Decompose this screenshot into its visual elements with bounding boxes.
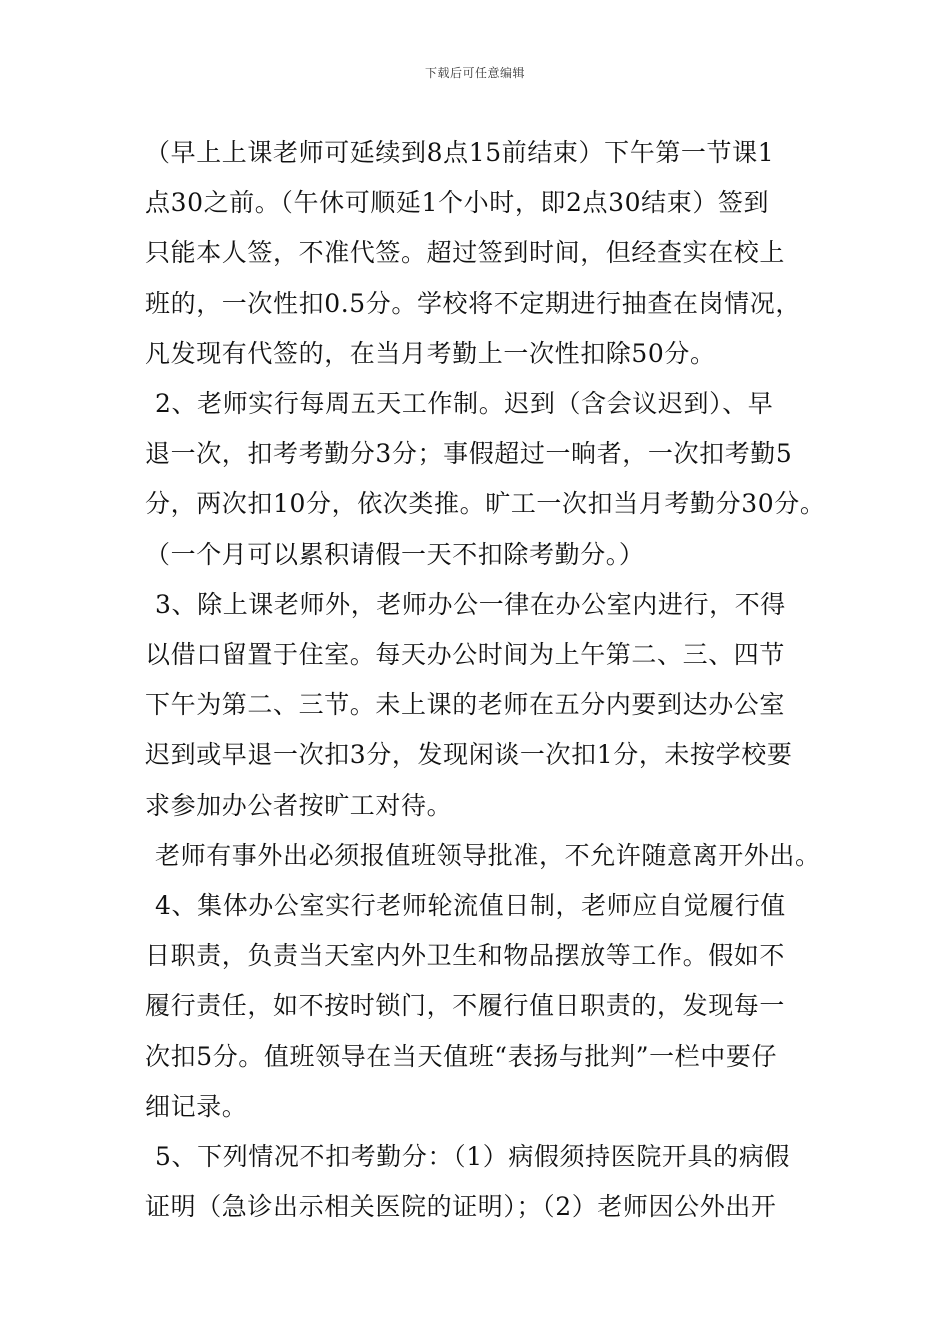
text-line: 次扣5分。值班领导在当天值班“表扬与批判”一栏中要仔 xyxy=(145,1041,778,1071)
text-line: 分，两次扣10分，依次类推。旷工一次扣当月考勤分30分。 xyxy=(145,489,826,519)
text-line: 履行责任，如不按时锁门，不履行值日职责的，发现每一 xyxy=(145,991,786,1021)
text-line: （早上上课老师可延续到8点15前结束）下午第一节课1 xyxy=(145,138,775,167)
text-line: 下午为第二、三节。未上课的老师在五分内要到达办公室 xyxy=(145,690,786,720)
text-line: 班的，一次性扣0.5分。学校将不定期进行抽查在岗情况， xyxy=(145,288,801,318)
text-line: 4、集体办公室实行老师轮流值日制，老师应自觉履行值 xyxy=(155,891,786,921)
text-line: 退一次，扣考考勤分3分；事假超过一晌者，一次扣考勤5 xyxy=(145,439,793,469)
page-header: 下载后可任意编辑 xyxy=(424,66,525,80)
text-line: 细记录。 xyxy=(145,1091,248,1121)
text-line: 凡发现有代签的，在当月考勤上一次性扣除50分。 xyxy=(145,338,716,368)
text-line: 只能本人签，不准代签。超过签到时间，但经查实在校上 xyxy=(145,238,786,268)
text-line: 2、老师实行每周五天工作制。迟到（含会议迟到）、早 xyxy=(155,389,774,419)
text-line: 5、下列情况不扣考勤分：（1）病假须持医院开具的病假 xyxy=(155,1142,790,1172)
text-line: （一个月可以累积请假一天不扣除考勤分。） xyxy=(145,539,645,569)
text-line: 迟到或早退一次扣3分，发现闲谈一次扣1分，未按学校要 xyxy=(145,740,793,770)
text-line: 日职责，负责当天室内外卫生和物品摆放等工作。假如不 xyxy=(145,941,786,971)
text-line: 证明（急诊出示相关医院的证明）；（2）老师因公外出开 xyxy=(145,1192,777,1222)
text-line: 3、除上课老师外，老师办公一律在办公室内进行，不得 xyxy=(155,589,786,619)
text-line: 老师有事外出必须报值班领导批准，不允许随意离开外出。 xyxy=(155,840,821,870)
text-line: 以借口留置于住室。每天办公时间为上午第二、三、四节 xyxy=(145,640,786,670)
text-line: 点30之前。（午休可顺延1个小时，即2点30结束）签到 xyxy=(145,188,770,218)
document-body xyxy=(145,128,825,1232)
text-line: 求参加办公者按旷工对待。 xyxy=(145,790,453,820)
